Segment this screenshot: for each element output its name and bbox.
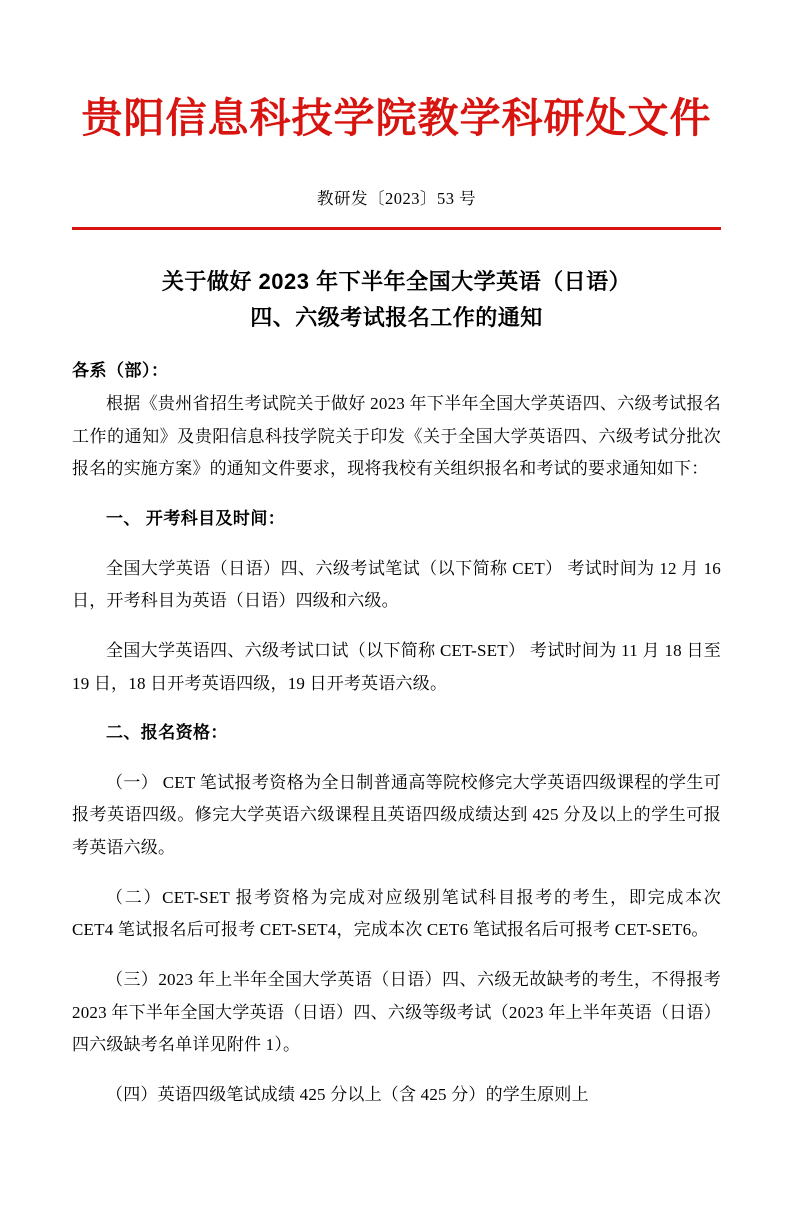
body-paragraph: 全国大学英语（日语）四、六级考试笔试（以下简称 CET） 考试时间为 12 月 16 日，开考科目为英语（日语）四级和六级。 (72, 558, 721, 611)
body-paragraph: 根据《贵州省招生考试院关于做好 2023 年下半年全国大学英语四、六级考试报名工作的通知》及贵阳信息科技学院关于印发《关于全国大学英语四、六级考试分批次报名的实施方案》的通知文件要求，现将我校有关组织报名和考试的要求通知如下： (72, 394, 721, 479)
masthead-title: 贵阳信息科技学院教学科研处文件 (81, 95, 712, 141)
section-heading-1: 一、 开考科目及时间： (106, 509, 286, 529)
page-title-line-2: 四、六级考试报名工作的通知 (250, 304, 543, 330)
page-title-line-1: 关于做好 2023 年下半年全国大学英语（日语） (161, 268, 632, 294)
body-paragraph: （二）CET-SET 报考资格为完成对应级别笔试科目报考的考生，即完成本次 CET4 笔试报名后可报考 CET-SET4，完成本次 CET6 笔试报名后可报考 CET-SET6。 (72, 887, 721, 940)
body-paragraph: （四）英语四级笔试成绩 425 分以上（含 425 分）的学生原则上 (106, 1084, 589, 1104)
document-number: 教研发〔2023〕53 号 (316, 189, 477, 209)
section-heading-2: 二、报名资格： (106, 723, 228, 743)
body-paragraph: 全国大学英语四、六级考试口试（以下简称 CET-SET） 考试时间为 11 月 18 日至 19 日，18 日开考英语四级，19 日开考英语六级。 (72, 640, 721, 693)
masthead (72, 96, 721, 141)
salutation: 各系（部）： (72, 361, 169, 381)
document-body (72, 388, 721, 1111)
body-paragraph: （一） CET 笔试报考资格为全日制普通高等院校修完大学英语四级课程的学生可报考英语四级。修完大学英语六级课程且英语四级成绩达到 425 分及以上的学生可报考英语六级。 (72, 772, 721, 858)
red-divider-rule (72, 227, 721, 230)
body-paragraph: （三）2023 年上半年全国大学英语（日语）四、六级无故缺考的考生，不得报考 2023 年下半年全国大学英语（日语）四、六级等级考试（2023 年上半年英语（日语）四六级缺考名单详见附件 1）。 (72, 969, 721, 1055)
page-title (72, 264, 721, 337)
document-page (0, 96, 793, 1218)
